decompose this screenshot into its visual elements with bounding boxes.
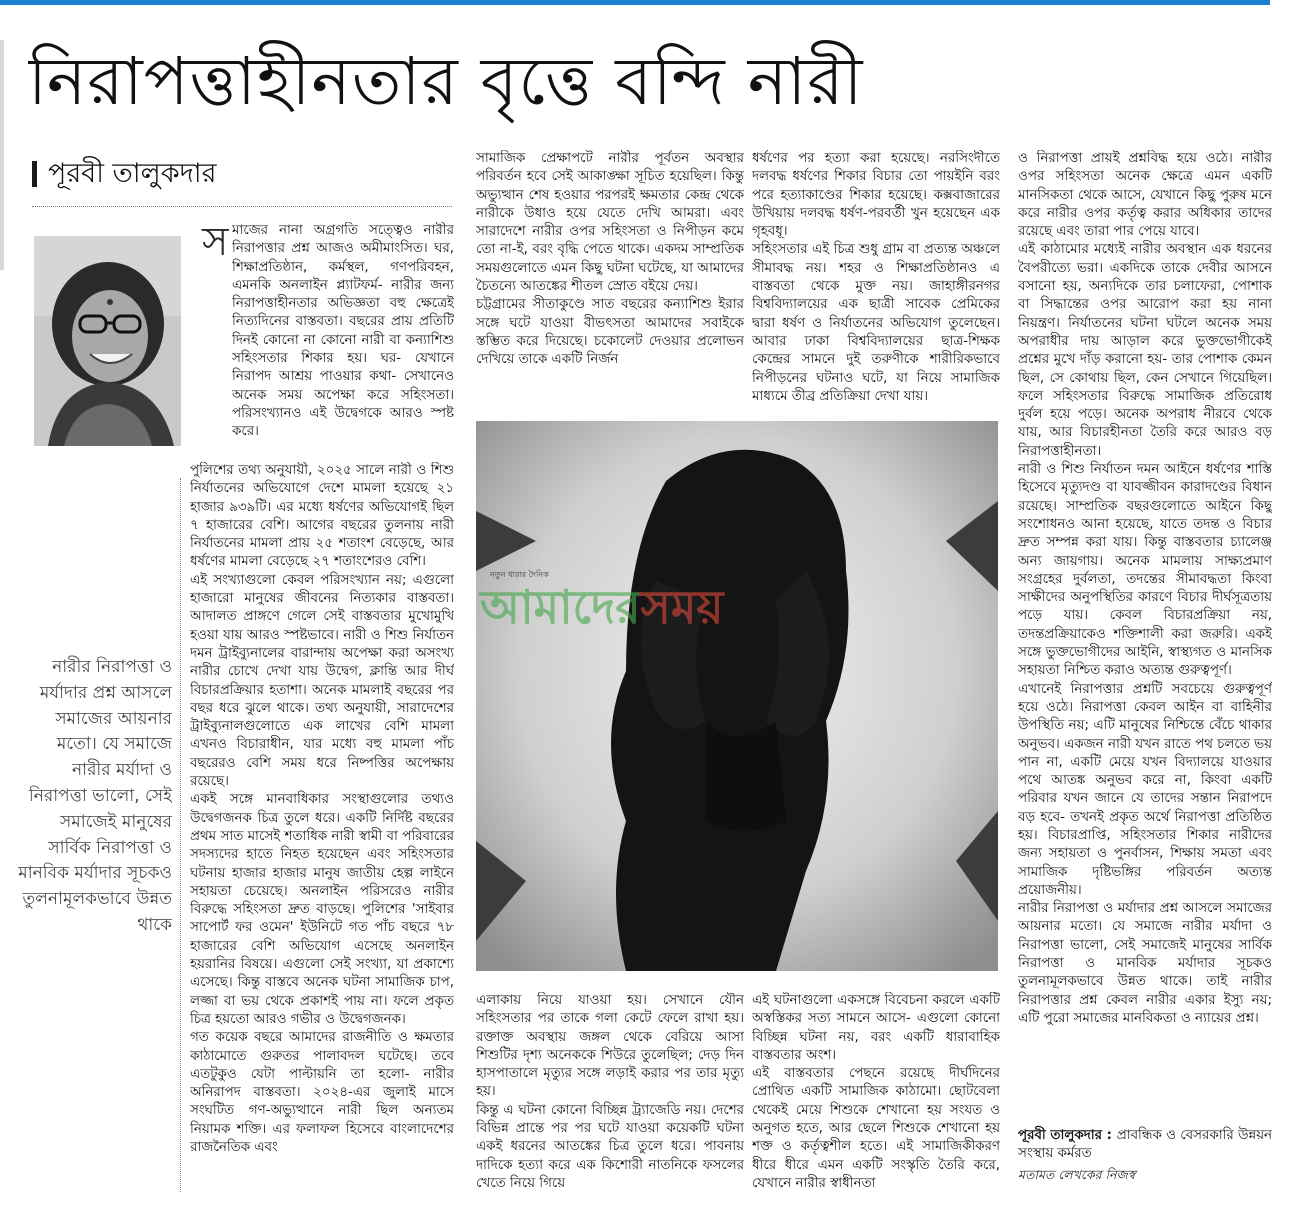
byline-divider xyxy=(32,206,452,207)
article-column-3-top xyxy=(752,150,1000,418)
drop-cap: স xyxy=(202,219,229,265)
author-note-separator: : xyxy=(1101,1128,1117,1143)
watermark-part-2: সময় xyxy=(640,580,724,634)
paragraph: এই ঘটনাগুলো একসঙ্গে বিবেচনা করলে একটি অস্বস্তিকর সত্য সামনে আসে- এগুলো কোনো বিচ্ছিন্ন ঘটনা নয়, বরং একটি ধারাবাহিক বাস্তবতার অংশ। এই বাস্তবতার পেছনে রয়েছে দীর্ঘদিনের প্রোথিত একটি সামাজিক কাঠামো। ছোটবেলা থেকেই মেয়ে শিশুকে শেখানো হয় সংযত ও অনুগত হতে, আর ছেলে শিশুকে শেখানো হয় শক্ত ও কর্তৃত্বশীল হতে। এই সামাজিকীকরণ ধীরে ধীরে এমন একটি সংস্কৃতি তৈরি করে, যেখানে নারীর স্বাধীনতা xyxy=(752,993,1000,1190)
opinion-disclaimer: মতামত লেখকের নিজস্ব xyxy=(1018,1167,1136,1182)
article-column-3-bottom xyxy=(752,992,1000,1190)
author-photo xyxy=(34,236,181,446)
paragraph: গত কয়েক বছরে আমাদের রাজনীতি ও ক্ষমতার কাঠামোতে গুরুতর পালাবদল ঘটেছে। তবে এতটুকুও যেটা পাল্টায়নি তা হলো- নারীর অনিরাপদ বাস্তবতা। ২০২৪-এর জুলাই মাসে সংঘটিত গণ-অভ্যুত্থানে নারী ছিল অন্যতম নিয়ামক শক্তি। এর ফলাফল হিসেবে বাংলাদেশের রাজনৈতিক এবং xyxy=(190,1030,454,1155)
paragraph: ধর্ষণের পর হত্যা করা হয়েছে। নরসিংদীতে দলবদ্ধ ধর্ষণের শিকার বিচার তো পায়ইনি বরং পরে হত্যাকাণ্ডের শিকার হয়েছে। কক্সবাজারের উখিয়ায় দলবদ্ধ ধর্ষণ-পরবর্তী খুন হয়েছেন এক গৃহবধূ। সহিংসতার এই চিত্র শুধু গ্রাম বা প্রত্যন্ত অঞ্চলে সীমাবদ্ধ নয়। শহর ও শিক্ষাপ্রতিষ্ঠানও এ বাস্তবতা থেকে মুক্ত নয়। জাহাঙ্গীরনগর বিশ্ববিদ্যালয়ের এক ছাত্রী সাবেক প্রেমিকের দ্বারা ধর্ষণ ও নির্যাতনের অভিযোগ তুলেছেন। আবার ঢাকা বিশ্ববিদ্যালয়ের ছাত্র-শিক্ষক কেন্দ্রের সামনে দুই তরুণীকে শারীরিকভাবে নিপীড়নের ঘটনাও ঘটে, যা নিয়ে সামাজিক মাধ্যমে তীব্র প্রতিক্রিয়া দেখা যায়। xyxy=(752,151,1000,404)
watermark-tagline: নতুন ধারার দৈনিক xyxy=(490,570,549,579)
paragraph: মাজের নানা অগ্রগতি সত্ত্বেও নারীর নিরাপত্তার প্রশ্ন আজও অমীমাংসিত। ঘর, শিক্ষাপ্রতিষ্ঠান, কর্মস্থল, গণপরিবহন, এমনকি অনলাইন প্ল্যাটফর্ম- নারীর জন্য নিরাপত্তাহীনতার অভিজ্ঞতা বহু ক্ষেত্রেই নিত্যদিনের বাস্তবতা। বছরের প্রায় প্রতিটি দিনই কোনো না কোনো নারী বা কন্যাশিশু সহিংসতার শিকার হয়। ঘর- যেখানে নিরাপদ আশ্রয় পাওয়ার কথা- সেখানেও অনেক সময় অপেক্ষা করে সহিংসতা। পরিসংখ্যানও এই উদ্বেগকে আরও স্পষ্ট করে। xyxy=(232,223,454,440)
pull-quote: নারীর নিরাপত্তা ও মর্যাদার প্রশ্ন আসলে সমাজের আয়নার মতো। যে সমাজে নারীর মর্যাদা ও নিরাপত্তা ভালো, সেই সমাজেই মানুষের সার্বিক নিরাপত্তা ও মানবিক মর্যাদার সূচকও তুলনামূলকভাবে উন্নত থাকে xyxy=(18,657,172,935)
article-column-2-top xyxy=(476,150,744,418)
left-margin-rule xyxy=(0,40,4,270)
paragraph: এই সংখ্যাগুলো কেবল পরিসংখ্যান নয়; এগুলো হাজারো মানুষের জীবনের নিত্যকার বাস্তবতা। আদালত প্রাঙ্গণে গেলে সেই বাস্তবতার মুখোমুখি হওয়া যায় আরও স্পষ্টভাবে। নারী ও শিশু নির্যাতন দমন ট্রাইব্যুনালের বারান্দায় অপেক্ষা করা অসংখ্য নারীর চোখে দেখা যায় উদ্বেগ, ক্লান্তি আর দীর্ঘ বিচারপ্রক্রিয়ার হতাশা। অনেক মামলাই বছরের পর বছর ধরে ঝুলে থাকে। তথ্য অনুযায়ী, সারাদেশের ট্রাইব্যুনালগুলোতে এক লাখের বেশি মামলা এখনও বিচারাধীন, যার মধ্যে বহু মামলা পাঁচ বছরেরও বেশি সময় ধরে নিষ্পত্তির অপেক্ষায় রয়েছে। xyxy=(190,572,454,790)
top-accent-bar xyxy=(0,0,1270,5)
column-divider xyxy=(180,478,181,1192)
article-headline: নিরাপত্তাহীনতার বৃত্তে বন্দি নারী xyxy=(28,43,864,120)
article-illustration xyxy=(476,421,998,971)
article-column-2-bottom xyxy=(476,992,744,1190)
author-note xyxy=(1018,1127,1272,1167)
paragraph: এলাকায় নিয়ে যাওয়া হয়। সেখানে যৌন সহিংসতার পর তাকে গলা কেটে ফেলে রাখা হয়। রক্তাক্ত অবস্থায় জঙ্গল থেকে বেরিয়ে আসা শিশুটির দৃশ্য অনেককে শিউরে তুলেছিল; দেড় দিন হাসপাতালে মৃত্যুর সঙ্গে লড়াই করার পর তার মৃত্যু হয়। কিন্তু এ ঘটনা কোনো বিচ্ছিন্ন ট্র্যাজেডি নয়। দেশের বিভিন্ন প্রান্তে পর পর ঘটে যাওয়া কয়েকটি ঘটনা একই ধরনের আতঙ্কের চিত্র তুলে ধরে। পাবনায় দাদিকে হত্যা করে এক কিশোরী নাতনিকে ফসলের খেতে নিয়ে গিয়ে xyxy=(476,993,744,1190)
article-column-4 xyxy=(1018,150,1272,1118)
newspaper-watermark xyxy=(480,572,826,642)
article-column-1 xyxy=(190,462,454,1190)
paragraph: সামাজিক প্রেক্ষাপটে নারীর পূর্বতন অবস্থার পরিবর্তন হবে সেই আকাঙ্ক্ষা সূচিত হয়েছিল। কিন্তু অভ্যুত্থান শেষ হওয়ার পরপরই ক্ষমতার কেন্দ্র থেকে নারীকে উধাও হয়ে যেতে দেখি আমরা। এবং সারাদেশে নারীর ওপর সহিংসতা ও নিপীড়ন কমে তো না-ই, বরং বৃদ্ধি পেতে থাকে। একদম সাম্প্রতিক সময়গুলোতে এমন কিছু ঘটনা ঘটেছে, যা আমাদের চৈতন্যে আতঙ্কের শীতল স্রোত বইয়ে দেয়। চট্টগ্রামের সীতাকুণ্ডে সাত বছরের কন্যাশিশু ইরার সঙ্গে ঘটে যাওয়া বীভৎসতা আমাদের সবাইকে স্তম্ভিত করে দিয়েছে। চকোলেট দেওয়ার প্রলোভন দেখিয়ে তাকে একটি নির্জন xyxy=(476,151,744,368)
paragraph: পুলিশের তথ্য অনুযায়ী, ২০২৫ সালে নারী ও শিশু নির্যাতনের অভিযোগে দেশে মামলা হয়েছে ২১ হাজার ৯৩৯টি। এর মধ্যে ধর্ষণের অভিযোগই ছিল ৭ হাজারের বেশি। আগের বছরের তুলনায় নারী নির্যাতনের মামলা প্রায় ২৫ শতাংশ বেড়েছে, আর ধর্ষণের মামলা বেড়েছে ২৭ শতাংশেরও বেশি। xyxy=(190,463,454,570)
paragraph: ও নিরাপত্তা প্রায়ই প্রশ্নবিদ্ধ হয়ে ওঠে। নারীর ওপর সহিংসতা অনেক ক্ষেত্রে এমন একটি মানসিকতা থেকে আসে, যেখানে কিছু পুরুষ মনে করে নারীর ওপর কর্তৃত্ব করার অধিকার তাদের রয়েছে এবং তারা পার পেয়ে যাবে। এই কাঠামোর মধ্যেই নারীর অবস্থান এক ধরনের বৈপরীত্যে ভরা। একদিকে তাকে দেবীর আসনে বসানো হয়, অন্যদিকে তার চলাফেরা, পোশাক বা সিদ্ধান্তের ওপর আরোপ করা হয় নানা নিয়ন্ত্রণ। নির্যাতনের ঘটনা ঘটলে অনেক সময় অপরাধীর দায় আড়াল করে ভুক্তভোগীকেই প্রশ্নের মুখে দাঁড় করানো হয়- তার পোশাক কেমন ছিল, সে কোথায় ছিল, কেন সেখানে গিয়েছিল। ফলে সহিংসতার বিরুদ্ধে সামাজিক প্রতিরোধ দুর্বল হয়ে পড়ে। অনেক অপরাধ নীরবে থেকে যায়, আর বিচারহীনতা তৈরি করে আরও বড় নিরাপত্তাহীনতা। নারী ও শিশু নির্যাতন দমন আইনে ধর্ষণের শাস্তি হিসেবে মৃত্যুদণ্ড বা যাবজ্জীবন কারাদণ্ডের বিধান রয়েছে। সাম্প্রতিক বছরগুলোতে আইনে কিছু সংশোধনও আনা হয়েছে, যাতে তদন্ত ও বিচার দ্রুত সম্পন্ন করা যায়। কিন্তু বাস্তবতার চ্যালেঞ্জ অন্য জায়গায়। অনেক মামলায় সাক্ষ্যপ্রমাণ সংগ্রহের দুর্বলতা, তদন্তের সীমাবদ্ধতা কিংবা সাক্ষীদের অনুপস্থিতির কারণে বিচার দীর্ঘসূত্রতায় পড়ে যায়। কেবল বিচারপ্রক্রিয়া নয়, তদন্তপ্রক্রিয়াকেও শক্তিশালী করা জরুরি। একই সঙ্গে ভুক্তভোগীদের আইনি, স্বাস্থ্যগত ও মানসিক সহায়তা নিশ্চিত করাও অত্যন্ত গুরুত্বপূর্ণ। এখানেই নিরাপত্তার প্রশ্নটি সবচেয়ে গুরুত্বপূর্ণ হয়ে ওঠে। নিরাপত্তা কেবল আইন বা বাহিনীর উপস্থিতি নয়; এটি মানুষের নিশ্চিন্তে বেঁচে থাকার অনুভব। একজন নারী যখন রাতে পথ চলতে ভয় পান না, একটি মেয়ে যখন বিদ্যালয়ে যাওয়ার পথে আতঙ্ক অনুভব করে না, কিংবা একটি পরিবার যখন জানে যে তাদের সন্তান নিরাপদে বড় হবে- তখনই প্রকৃত অর্থে নিরাপত্তা প্রতিষ্ঠিত হয়। বিচারপ্রাপ্তি, সহিংসতার শিকার নারীদের জন্য সহায়তা ও পুনর্বাসন, শিক্ষায় সমতা এবং সামাজিক দৃষ্টিভঙ্গির পরিবর্তন অত্যন্ত প্রয়োজনীয়। নারীর নিরাপত্তা ও মর্যাদার প্রশ্ন আসলে সমাজের আয়নার মতো। যে সমাজে নারীর মর্যাদা ও নিরাপত্তা ভালো, সেই সমাজেই মানুষের সার্বিক নিরাপত্তা ও মানবিক মর্যাদার সূচকও তুলনামূলকভাবে উন্নত থাকে। তাই নারীর নিরাপত্তার প্রশ্ন কেবল নারীর একার ইস্যু নয়; এটি পুরো সমাজের মানবিকতা ও ন্যায়ের প্রশ্ন। xyxy=(1018,151,1272,1026)
paragraph: একই সঙ্গে মানবাধিকার সংস্থাগুলোর তথ্যও উদ্বেগজনক চিত্র তুলে ধরে। একটি নির্দিষ্ট বছরের প্রথম সাত মাসেই শতাধিক নারী স্বামী বা পরিবারের সদস্যদের হাতে নিহত হয়েছেন এবং সহিংসতার ঘটনায় হাজার হাজার মানুষ জাতীয় হেল্প লাইনে সহায়তা চেয়েছে। অনলাইন পরিসরেও নারীর বিরুদ্ধে সহিংসতা দ্রুত বাড়ছে। পুলিশের 'সাইবার সাপোর্ট ফর ওমেন' ইউনিটে গত পাঁচ বছরে ৭৮ হাজারের বেশি অভিযোগ এসেছে অনলাইন হয়রানির বিষয়ে। এগুলো সেই সংখ্যা, যা প্রকাশ্যে এসেছে। কিন্তু বাস্তবে অনেক ঘটনা সামাজিক চাপ, লজ্জা বা ভয় থেকে প্রকাশই পায় না। ফলে প্রকৃত চিত্র হয়তো আরও গভীর ও উদ্বেগজনক। xyxy=(190,792,454,1027)
byline-marker xyxy=(32,161,37,187)
article-column-1-top xyxy=(232,222,454,462)
author-byline: পূরবী তালুকদার xyxy=(48,158,217,189)
author-note-name: পূরবী তালুকদার xyxy=(1018,1128,1102,1143)
author-note-role: প্রাবন্ধিক ও বেসরকারি উন্নয়ন সংস্থায় কর্মরত xyxy=(1018,1128,1273,1162)
watermark-part-1: আমাদের xyxy=(480,580,641,634)
